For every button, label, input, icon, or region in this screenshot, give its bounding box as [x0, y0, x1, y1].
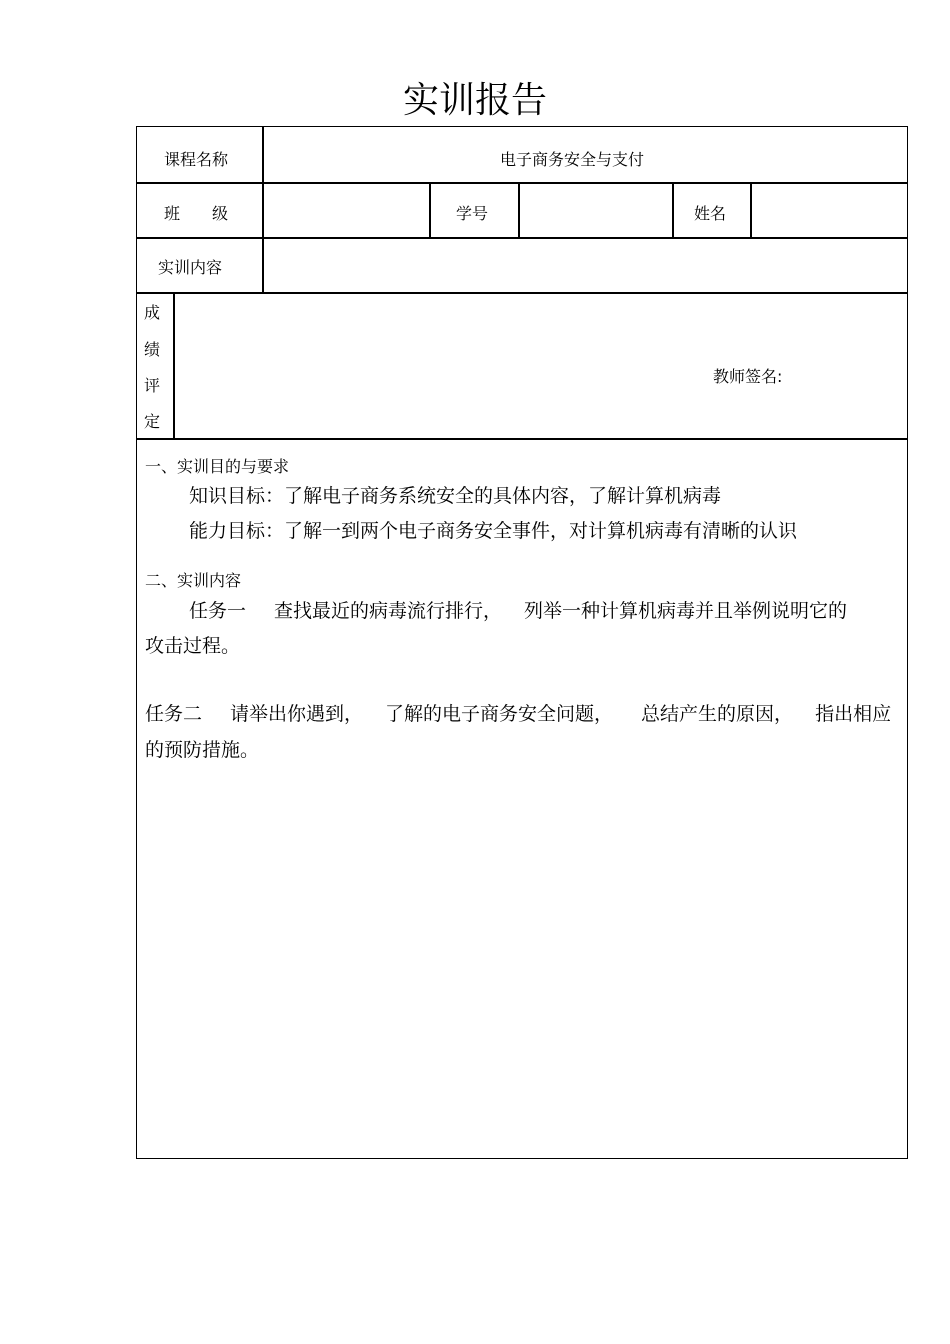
teacher-signature-label: 教师签名: — [713, 367, 783, 386]
section-2-title: 二、实训内容 — [145, 571, 242, 590]
name-field[interactable] — [752, 184, 906, 236]
class-label-char-2: 级 — [212, 204, 229, 223]
task-1-label: 任务一 — [189, 600, 247, 622]
student-id-label: 学号 — [456, 204, 489, 223]
task-1-line-1 — [189, 598, 847, 624]
task-2-text-part-3: 总结产生的原因， — [641, 703, 794, 725]
name-label: 姓名 — [694, 204, 727, 223]
class-value-field[interactable] — [264, 184, 428, 236]
course-name-value: 电子商务安全与支付 — [500, 150, 645, 169]
task-2-text-part-1: 请举出你遇到， — [230, 703, 364, 725]
grading-label-char-3: 评 — [144, 376, 161, 395]
course-name-label: 课程名称 — [164, 150, 229, 169]
task-2-text-part-4: 指出相应 — [815, 703, 892, 725]
task-2-label: 任务二 — [145, 703, 203, 725]
task-1-text-part-1: 查找最近的病毒流行排行， — [274, 600, 503, 622]
task-2-line-1 — [145, 701, 891, 727]
ability-goal: 能力目标：了解一到两个电子商务安全事件，对计算机病毒有清晰的认识 — [189, 520, 798, 542]
grading-label-char-1: 成 — [144, 303, 161, 322]
row-divider-3 — [136, 292, 908, 294]
task-2-text-part-2: 了解的电子商务安全问题， — [385, 703, 614, 725]
row-divider-4 — [136, 438, 908, 440]
student-id-field[interactable] — [520, 184, 671, 236]
task-1-line-2: 攻击过程。 — [145, 635, 241, 657]
knowledge-goal: 知识目标：了解电子商务系统安全的具体内容，了解计算机病毒 — [189, 485, 722, 507]
grading-label-char-4: 定 — [144, 412, 161, 431]
grading-label-char-2: 绩 — [144, 340, 161, 359]
task-1-text-part-2: 列举一种计算机病毒并且举例说明它的 — [524, 600, 848, 622]
training-content-field[interactable] — [264, 239, 906, 291]
page-title: 实训报告 — [402, 80, 547, 121]
section-1-title: 一、实训目的与要求 — [145, 457, 290, 476]
student-id-value-divider — [672, 182, 674, 238]
class-label-char-1: 班 — [164, 204, 181, 223]
class-value-divider — [429, 182, 431, 238]
grading-label-divider — [173, 292, 175, 439]
training-content-label: 实训内容 — [158, 258, 223, 277]
task-2-line-2: 的预防措施。 — [145, 739, 260, 761]
